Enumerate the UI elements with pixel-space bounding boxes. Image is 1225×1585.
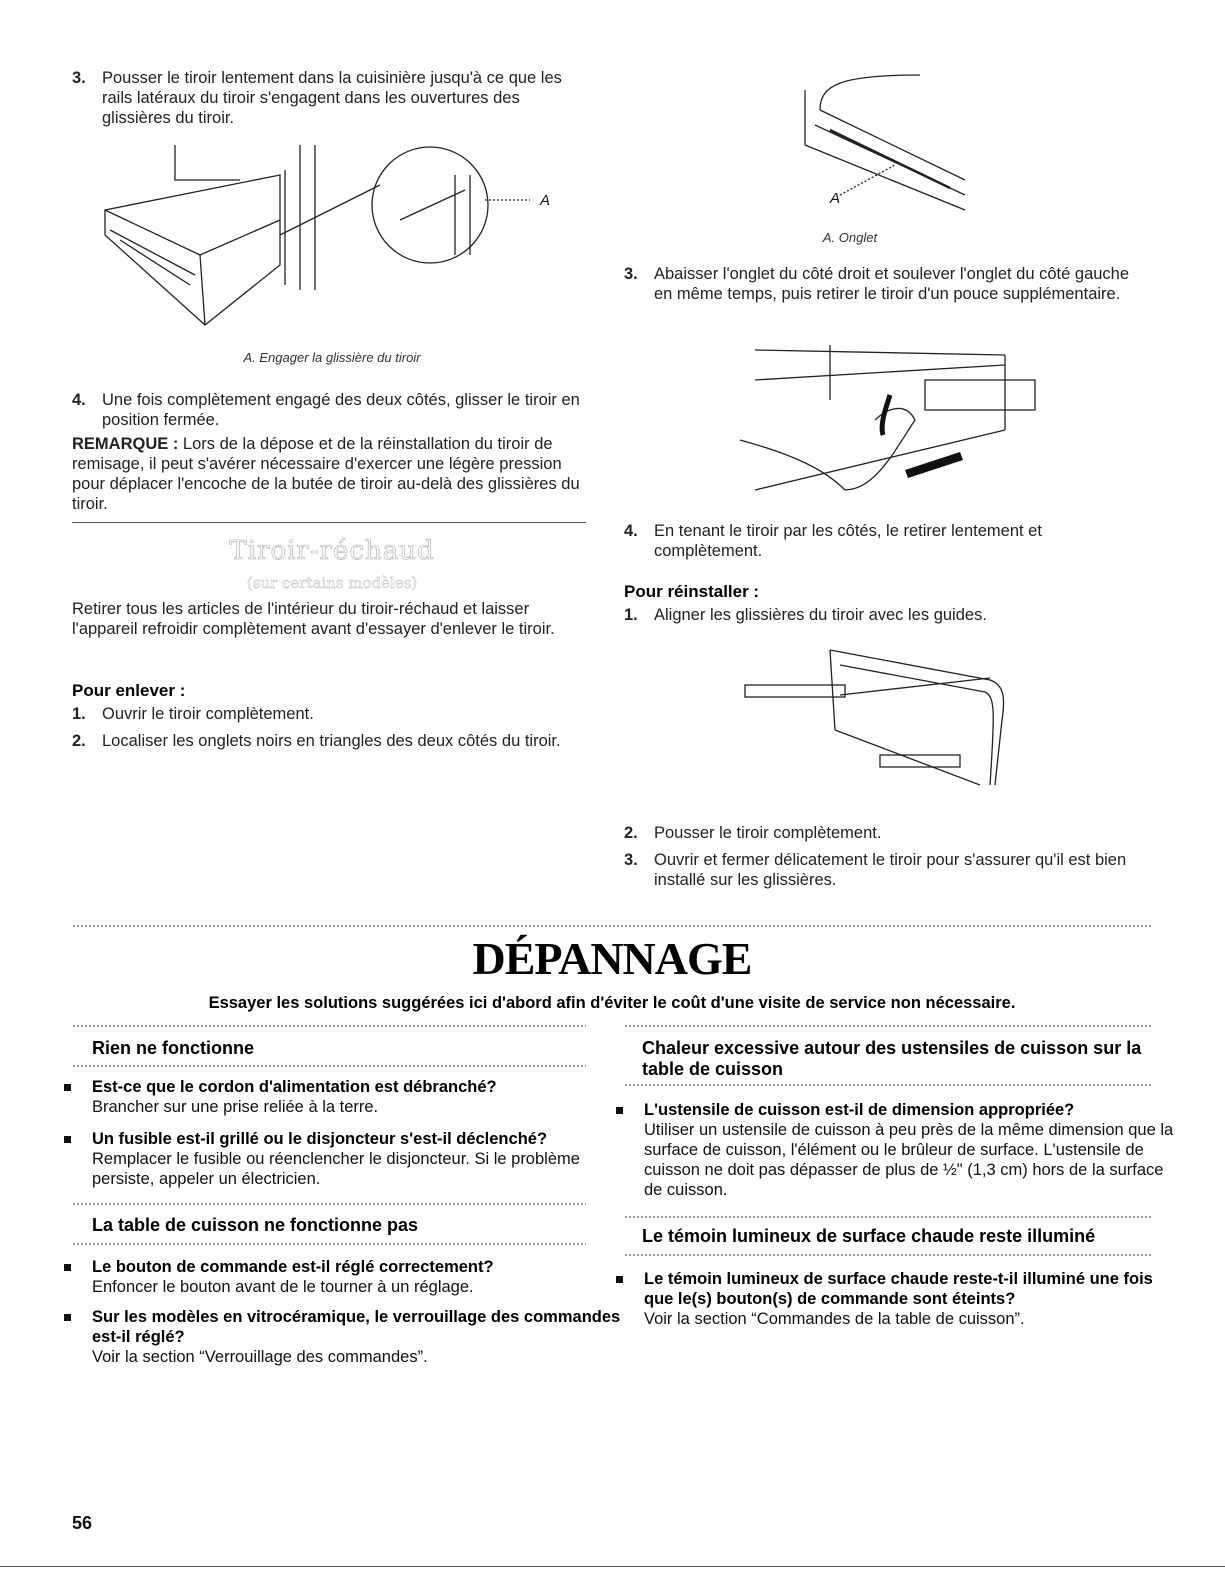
page-bottom-rule	[0, 1566, 1225, 1567]
section-title-chaleur-excessive: Chaleur excessive autour des ustensiles de cuisson sur la table de cuisson	[642, 1038, 1142, 1079]
hand-lifting-tab-illustration	[735, 340, 1045, 500]
remove-step-1: 1. Ouvrir le tiroir complètement.	[72, 705, 314, 723]
troubleshoot-item: Sur les modèles en vitrocéramique, le verrouillage des commandes est-il réglé? Voir la section “Verrouillage des commandes”.	[60, 1307, 632, 1367]
section-rule	[624, 1024, 1152, 1028]
depannage-top-rule	[72, 924, 1152, 928]
reinstall-step-1: 1. Aligner les glissières du tiroir avec les guides.	[624, 606, 987, 624]
bullet-icon	[64, 1136, 71, 1143]
section-title-temoin-lumineux: Le témoin lumineux de surface chaude reste illuminé	[642, 1226, 1096, 1246]
bullet-icon	[616, 1276, 623, 1283]
troubleshoot-item: Le témoin lumineux de surface chaude reste-t-il illuminé une fois que le(s) bouton(s) de commande sont éteints? Voir la section “Commandes de la table de cuisson”.	[612, 1269, 1184, 1329]
drawer-slide-illustration	[100, 140, 560, 340]
figure-2-callout-label: A	[830, 190, 841, 207]
drawer-align-glides-illustration	[740, 640, 1020, 800]
troubleshoot-item: L'ustensile de cuisson est-il de dimension appropriée? Utiliser un ustensile de cuisson à peu près de la même dimension que la surface de cuisson, l'élément ou le brûleur de surface. L'ustensile de cuisson ne doit pas dépasser de plus de ½" (1,3 cm) hors de la surface de cuisson.	[612, 1100, 1184, 1200]
section-rule	[72, 1024, 586, 1028]
drawer-tab-illustration	[800, 70, 970, 220]
section-rule	[72, 1064, 586, 1068]
section-title-tiroir-rechaud: Tiroir-réchaud	[229, 536, 435, 566]
section-subtitle: (sur certains modèles)	[246, 574, 418, 592]
reinstall-step-2: 2. Pousser le tiroir complètement.	[624, 824, 882, 842]
bullet-icon	[616, 1107, 623, 1114]
section-title-rien-ne-fonctionne: Rien ne fonctionne	[92, 1038, 254, 1058]
bullet-icon	[64, 1084, 71, 1091]
section-title-table-de-cuisson: La table de cuisson ne fonctionne pas	[92, 1215, 419, 1235]
bullet-icon	[64, 1264, 71, 1271]
pour-reinstaller-heading: Pour réinstaller :	[624, 582, 760, 601]
pour-enlever-heading: Pour enlever :	[72, 681, 186, 700]
troubleshoot-item: Le bouton de commande est-il réglé correctement? Enfoncer le bouton avant de le tourner à un réglage.	[60, 1257, 632, 1297]
step-3-push-drawer: 3. Pousser le tiroir lentement dans la cuisinière jusqu'à ce que les rails latéraux du tiroir s'engagent dans les ouvertures des glissières du tiroir.	[72, 69, 562, 127]
section-rule	[624, 1083, 1152, 1087]
depannage-title: DÉPANNAGE	[472, 933, 752, 984]
troubleshoot-item: Un fusible est-il grillé ou le disjoncteur s'est-il déclenché? Remplacer le fusible ou réenclencher le disjoncteur. Si le problème persiste, appeler un électricien.	[60, 1129, 632, 1189]
remarque-label: REMARQUE :	[72, 435, 179, 453]
remove-step-4: 4. En tenant le tiroir par les côtés, le retirer lentement et complètement.	[624, 522, 1042, 560]
remarque-note	[72, 434, 594, 514]
section-rule	[624, 1215, 1152, 1219]
section-divider	[72, 522, 586, 523]
remove-step-3: 3. Abaisser l'onglet du côté droit et soulever l'onglet du côté gauche en même temps, puis retirer le tiroir d'un pouce supplémentaire.	[624, 265, 1130, 303]
remove-step-2: 2. Localiser les onglets noirs en triangles des deux côtés du tiroir.	[72, 732, 561, 750]
bullet-icon	[64, 1314, 71, 1321]
section-rule	[624, 1253, 1152, 1257]
section-rule	[72, 1242, 586, 1246]
remarque-text: Lors de la dépose et de la réinstallation du tiroir de remisage, il peut s'avérer nécessaire d'exercer une légère pression pour déplacer l'encoche de la butée de tiroir au-delà des glissières du tiroir.	[72, 435, 580, 513]
step-4-slide-closed: 4. Une fois complètement engagé des deux côtés, glisser le tiroir en position fermée.	[72, 391, 580, 429]
figure-1-caption: A. Engager la glissière du tiroir	[243, 350, 421, 365]
depannage-subtitle: Essayer les solutions suggérées ici d'abord afin d'éviter le coût d'une visite de service non nécessaire.	[208, 994, 1016, 1012]
figure-2-caption: A. Onglet	[822, 230, 878, 245]
section-rule	[72, 1202, 586, 1206]
figure-1-callout-label: A	[540, 192, 551, 209]
reinstall-step-3: 3. Ouvrir et fermer délicatement le tiroir pour s'assurer qu'il est bien installé sur les glissières.	[624, 851, 1127, 889]
warming-drawer-intro: Retirer tous les articles de l'intérieur du tiroir-réchaud et laisser l'appareil refroidir complètement avant d'essayer d'enlever le tiroir.	[72, 600, 555, 638]
troubleshoot-item: Est-ce que le cordon d'alimentation est débranché? Brancher sur une prise reliée à la terre.	[60, 1077, 632, 1117]
page-number: 56	[72, 1513, 93, 1533]
